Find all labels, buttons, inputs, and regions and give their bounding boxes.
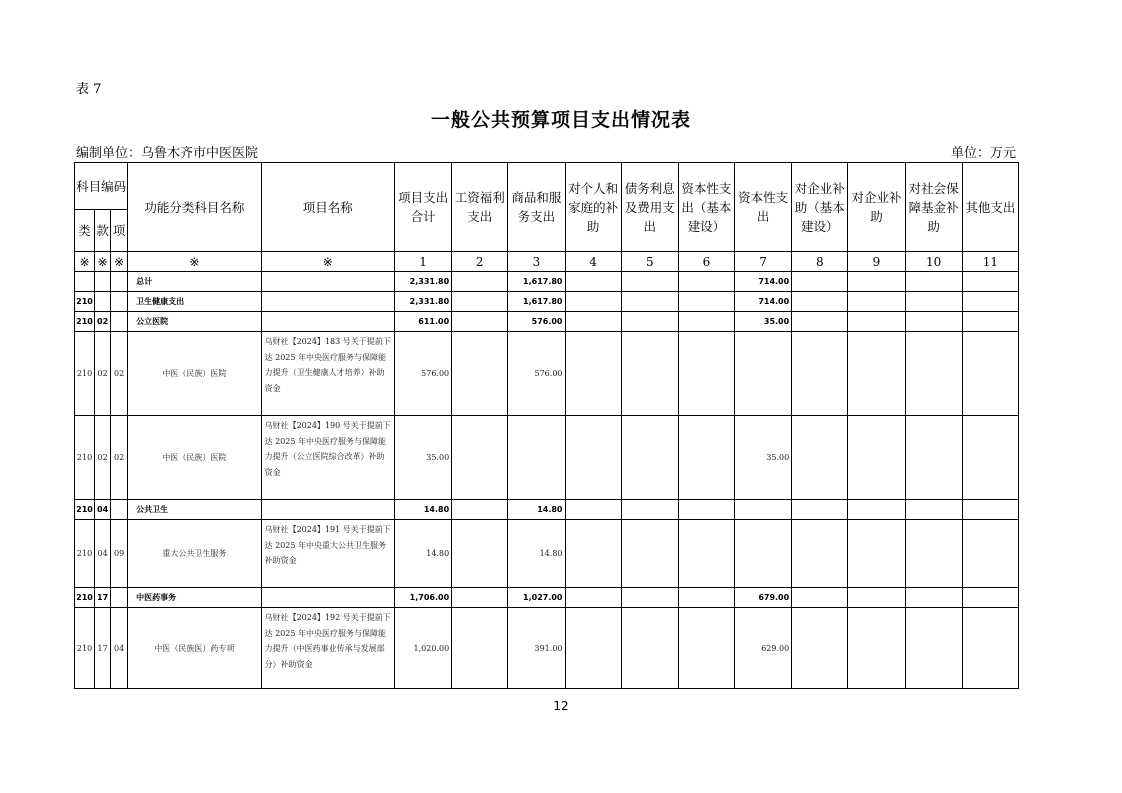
code-kuan-cell: 17 [95,608,111,689]
column-number-6: 6 [678,252,734,272]
code-kuan-cell: 17 [95,588,111,608]
amount-cell-col-4 [565,272,621,292]
code-lei-cell: 210 [75,588,95,608]
column-number-8: 8 [792,252,848,272]
amount-cell-col-1: 35.00 [394,416,451,500]
header-col-9: 对企业补助 [848,163,905,252]
amount-cell-col-3: 576.00 [508,332,565,416]
func-name-cell: 总计 [128,272,261,292]
subtotal-row [75,500,1019,520]
amount-cell-col-6 [678,312,734,332]
amount-cell-col-4 [565,500,621,520]
amount-cell-col-3: 14.80 [508,520,565,588]
amount-cell-col-6 [678,416,734,500]
header-lei: 类 [75,210,95,252]
amount-cell-col-10 [905,608,962,689]
header-col-8: 对企业补助（基本建设） [792,163,848,252]
amount-cell-col-10 [905,292,962,312]
project-name-cell: 乌财社【2024】190 号关于提前下达 2025 年中央医疗服务与保障能力提升（公立医院综合改革）补助资金 [261,416,394,500]
amount-cell-col-2 [452,292,508,312]
amount-cell-col-3: 576.00 [508,312,565,332]
code-kuan-cell: 02 [95,416,111,500]
project-name-cell: 乌财社【2024】183 号关于提前下达 2025 年中央医疗服务与保障能力提升（卫生健康人才培养）补助资金 [261,332,394,416]
table-row [75,416,1019,500]
amount-cell-col-7: 679.00 [735,588,792,608]
amount-cell-col-1: 14.80 [394,500,451,520]
func-name-cell: 公共卫生 [128,500,261,520]
amount-cell-col-8 [792,520,848,588]
func-name-cell: 中医药事务 [128,588,261,608]
amount-cell-col-11 [962,500,1018,520]
amount-cell-col-5 [621,500,678,520]
amount-cell-col-7: 714.00 [735,292,792,312]
amount-cell-col-11 [962,588,1018,608]
project-name-cell [261,500,394,520]
header-func-name: 功能分类科目名称 [128,163,261,252]
code-lei-cell: 210 [75,608,95,689]
column-number-11: 11 [962,252,1018,272]
code-lei-cell: 210 [75,312,95,332]
code-xiang-cell [111,500,128,520]
amount-cell-col-2 [452,272,508,292]
amount-cell-col-2 [452,608,508,689]
code-xiang-cell [111,588,128,608]
code-kuan-cell: 04 [95,520,111,588]
amount-cell-col-4 [565,332,621,416]
amount-cell-col-11 [962,608,1018,689]
mark-cell: ※ [128,252,261,272]
amount-cell-col-4 [565,312,621,332]
amount-cell-col-9 [848,500,905,520]
currency-unit: 单位：万元 [950,146,1016,161]
column-number-2: 2 [452,252,508,272]
func-name-cell: 公立医院 [128,312,261,332]
amount-cell-col-8 [792,332,848,416]
amount-cell-col-10 [905,588,962,608]
amount-cell-col-2 [452,588,508,608]
func-name-cell: 中医（民族医）药专项 [128,608,261,689]
amount-cell-col-2 [452,416,508,500]
amount-cell-col-9 [848,292,905,312]
amount-cell-col-4 [565,416,621,500]
amount-cell-col-2 [452,312,508,332]
amount-cell-col-11 [962,520,1018,588]
code-lei-cell [75,272,95,292]
subtotal-row [75,292,1019,312]
header-code-group: 科目编码 [75,163,128,210]
header-col-1: 项目支出合计 [394,163,451,252]
amount-cell-col-4 [565,520,621,588]
amount-cell-col-7: 629.00 [735,608,792,689]
amount-cell-col-2 [452,500,508,520]
code-lei-cell: 210 [75,292,95,312]
page-number: 12 [553,699,569,713]
code-lei-cell: 210 [75,500,95,520]
code-xiang-cell: 02 [111,332,128,416]
amount-cell-col-10 [905,416,962,500]
amount-cell-col-3 [508,416,565,500]
amount-cell-col-11 [962,292,1018,312]
code-xiang-cell: 02 [111,416,128,500]
amount-cell-col-8 [792,608,848,689]
code-xiang-cell [111,292,128,312]
amount-cell-col-6 [678,520,734,588]
amount-cell-col-10 [905,520,962,588]
amount-cell-col-5 [621,416,678,500]
amount-cell-col-10 [905,500,962,520]
amount-cell-col-6 [678,272,734,292]
header-col-4: 对个人和家庭的补助 [565,163,621,252]
code-kuan-cell: 02 [95,332,111,416]
expense-table [74,162,1019,689]
column-number-4: 4 [565,252,621,272]
amount-cell-col-8 [792,500,848,520]
amount-cell-col-5 [621,608,678,689]
code-lei-cell: 210 [75,332,95,416]
amount-cell-col-2 [452,332,508,416]
project-name-cell: 乌财社【2024】192 号关于提前下达 2025 年中央医疗服务与保障能力提升（中医药事业传承与发展部分）补助资金 [261,608,394,689]
amount-cell-col-4 [565,608,621,689]
amount-cell-col-8 [792,588,848,608]
amount-cell-col-1: 2,331.80 [394,292,451,312]
amount-cell-col-1: 576.00 [394,332,451,416]
amount-cell-col-11 [962,312,1018,332]
project-name-cell: 乌财社【2024】191 号关于提前下达 2025 年中央重大公共卫生服务补助资金 [261,520,394,588]
header-xiang: 项 [111,210,128,252]
code-kuan-cell: 04 [95,500,111,520]
amount-cell-col-7 [735,500,792,520]
column-number-5: 5 [621,252,678,272]
page-title: 一般公共预算项目支出情况表 [430,109,691,131]
column-number-3: 3 [508,252,565,272]
amount-cell-col-9 [848,332,905,416]
amount-cell-col-7 [735,332,792,416]
amount-cell-col-8 [792,416,848,500]
table-label: 表 7 [76,82,102,97]
func-name-cell: 中医（民族）医院 [128,332,261,416]
amount-cell-col-8 [792,272,848,292]
project-name-cell [261,292,394,312]
amount-cell-col-3: 1,617.80 [508,292,565,312]
code-kuan-cell [95,272,111,292]
header-col-10: 对社会保障基金补助 [905,163,962,252]
amount-cell-col-5 [621,588,678,608]
amount-cell-col-3: 14.80 [508,500,565,520]
column-number-9: 9 [848,252,905,272]
amount-cell-col-11 [962,416,1018,500]
column-number-10: 10 [905,252,962,272]
mark-cell: ※ [95,252,111,272]
column-number-row [75,252,1019,272]
amount-cell-col-11 [962,332,1018,416]
amount-cell-col-1: 14.80 [394,520,451,588]
table-row [75,520,1019,588]
amount-cell-col-5 [621,520,678,588]
amount-cell-col-5 [621,332,678,416]
compiling-unit: 编制单位：乌鲁木齐市中医医院 [76,146,259,161]
header-col-11: 其他支出 [962,163,1018,252]
amount-cell-col-3: 1,027.00 [508,588,565,608]
amount-cell-col-9 [848,416,905,500]
amount-cell-col-10 [905,272,962,292]
amount-cell-col-1: 1,706.00 [394,588,451,608]
amount-cell-col-9 [848,588,905,608]
amount-cell-col-9 [848,272,905,292]
amount-cell-col-2 [452,520,508,588]
amount-cell-col-4 [565,292,621,312]
subtotal-row [75,272,1019,292]
subtotal-row [75,312,1019,332]
amount-cell-col-6 [678,292,734,312]
header-kuan: 款 [95,210,111,252]
func-name-cell: 卫生健康支出 [128,292,261,312]
column-number-1: 1 [394,252,451,272]
amount-cell-col-9 [848,608,905,689]
func-name-cell: 中医（民族）医院 [128,416,261,500]
amount-cell-col-9 [848,312,905,332]
code-xiang-cell: 04 [111,608,128,689]
mark-cell: ※ [111,252,128,272]
amount-cell-col-6 [678,608,734,689]
project-name-cell [261,272,394,292]
amount-cell-col-1: 1,020.00 [394,608,451,689]
amount-cell-col-5 [621,312,678,332]
amount-cell-col-3: 1,617.80 [508,272,565,292]
amount-cell-col-8 [792,292,848,312]
code-lei-cell: 210 [75,416,95,500]
header-project-name: 项目名称 [261,163,394,252]
amount-cell-col-7: 714.00 [735,272,792,292]
header-col-2: 工资福利支出 [452,163,508,252]
code-xiang-cell [111,272,128,292]
amount-cell-col-1: 611.00 [394,312,451,332]
amount-cell-col-8 [792,312,848,332]
code-xiang-cell: 09 [111,520,128,588]
header-col-7: 资本性支出 [735,163,792,252]
table-row [75,608,1019,689]
mark-cell: ※ [75,252,95,272]
amount-cell-col-9 [848,520,905,588]
header-col-5: 债务利息及费用支出 [621,163,678,252]
code-lei-cell: 210 [75,520,95,588]
column-number-7: 7 [735,252,792,272]
amount-cell-col-7 [735,520,792,588]
amount-cell-col-10 [905,332,962,416]
amount-cell-col-6 [678,588,734,608]
amount-cell-col-5 [621,292,678,312]
subtotal-row [75,588,1019,608]
code-kuan-cell [95,292,111,312]
func-name-cell: 重大公共卫生服务 [128,520,261,588]
table-row [75,332,1019,416]
amount-cell-col-11 [962,272,1018,292]
project-name-cell [261,588,394,608]
amount-cell-col-1: 2,331.80 [394,272,451,292]
amount-cell-col-7: 35.00 [735,416,792,500]
amount-cell-col-3: 391.00 [508,608,565,689]
amount-cell-col-5 [621,272,678,292]
amount-cell-col-7: 35.00 [735,312,792,332]
amount-cell-col-4 [565,588,621,608]
code-xiang-cell [111,312,128,332]
header-col-3: 商品和服务支出 [508,163,565,252]
amount-cell-col-10 [905,312,962,332]
project-name-cell [261,312,394,332]
amount-cell-col-6 [678,500,734,520]
amount-cell-col-6 [678,332,734,416]
code-kuan-cell: 02 [95,312,111,332]
header-col-6: 资本性支出（基本建设） [678,163,734,252]
mark-cell: ※ [261,252,394,272]
